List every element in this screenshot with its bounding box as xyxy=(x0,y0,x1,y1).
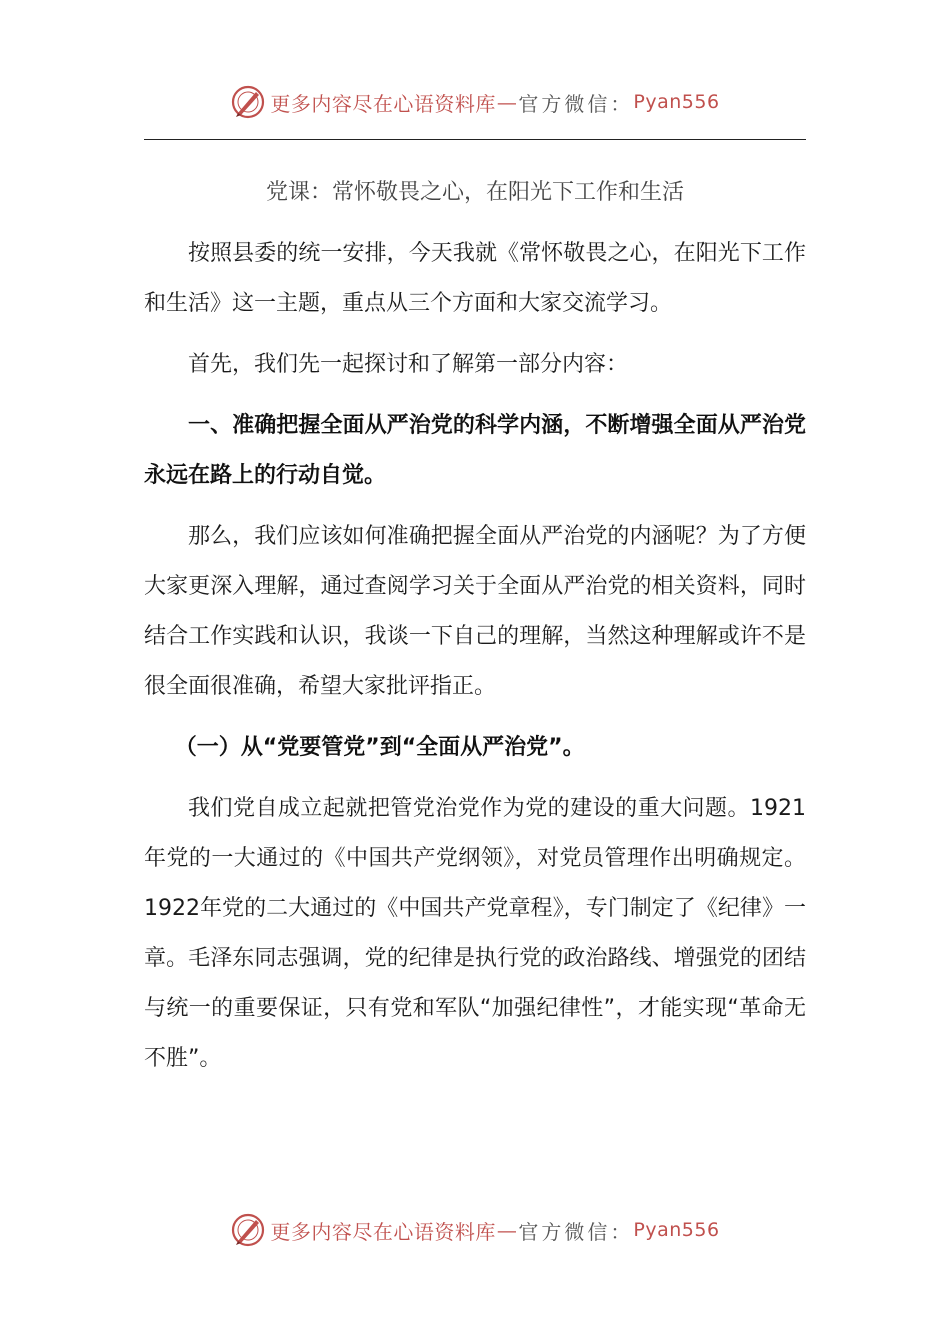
watermark-contact-id: Pyan556 xyxy=(633,91,720,113)
section-heading-1: 一、准确把握全面从严治党的科学内涵，不断增强全面从严治党永远在路上的行动自觉。 xyxy=(144,413,806,488)
watermark-contact-label: 官方微信： xyxy=(518,1219,634,1244)
watermark-main-text: 更多内容尽在心语资料库 xyxy=(270,91,496,116)
watermark-main-text: 更多内容尽在心语资料库 xyxy=(270,1219,496,1244)
watermark-contact-label: 官方微信： xyxy=(518,91,634,116)
pen-logo-icon xyxy=(230,1212,266,1248)
document-body xyxy=(144,168,806,1095)
document-title: 党课：常怀敬畏之心，在阳光下工作和生活 xyxy=(265,180,684,205)
header-divider xyxy=(144,139,806,140)
pen-logo-icon xyxy=(230,84,266,120)
header-watermark xyxy=(0,80,950,124)
subsection-heading-1: （一）从“党要管党”到“全面从严治党”。 xyxy=(174,735,585,760)
watermark-dash: — xyxy=(496,1218,518,1242)
paragraph-first-part: 首先，我们先一起探讨和了解第一部分内容： xyxy=(188,352,629,377)
watermark-contact-id: Pyan556 xyxy=(633,1219,720,1241)
footer-watermark xyxy=(0,1208,950,1252)
paragraph-meaning: 那么，我们应该如何准确把握全面从严治党的内涵呢？为了方便大家更深入理解，通过查阅学习关于全面从严治党的相关资料，同时结合工作实践和认识，我谈一下自己的理解，当然这种理解或许不是很全面很准确，希望大家批评指正。 xyxy=(144,524,806,699)
paragraph-history: 我们党自成立起就把管党治党作为党的建设的重大问题。1921年党的一大通过的《中国共产党纲领》，对党员管理作出明确规定。1922年党的二大通过的《中国共产党章程》，专门制定了《纪律》一章。毛泽东同志强调，党的纪律是执行党的政治路线、增强党的团结与统一的重要保证，只有党和军队“加强纪律性”，才能实现“革命无不胜”。 xyxy=(144,796,806,1071)
paragraph-intro: 按照县委的统一安排，今天我就《常怀敬畏之心，在阳光下工作和生活》这一主题，重点从三个方面和大家交流学习。 xyxy=(144,241,806,316)
watermark-dash: — xyxy=(496,90,518,114)
